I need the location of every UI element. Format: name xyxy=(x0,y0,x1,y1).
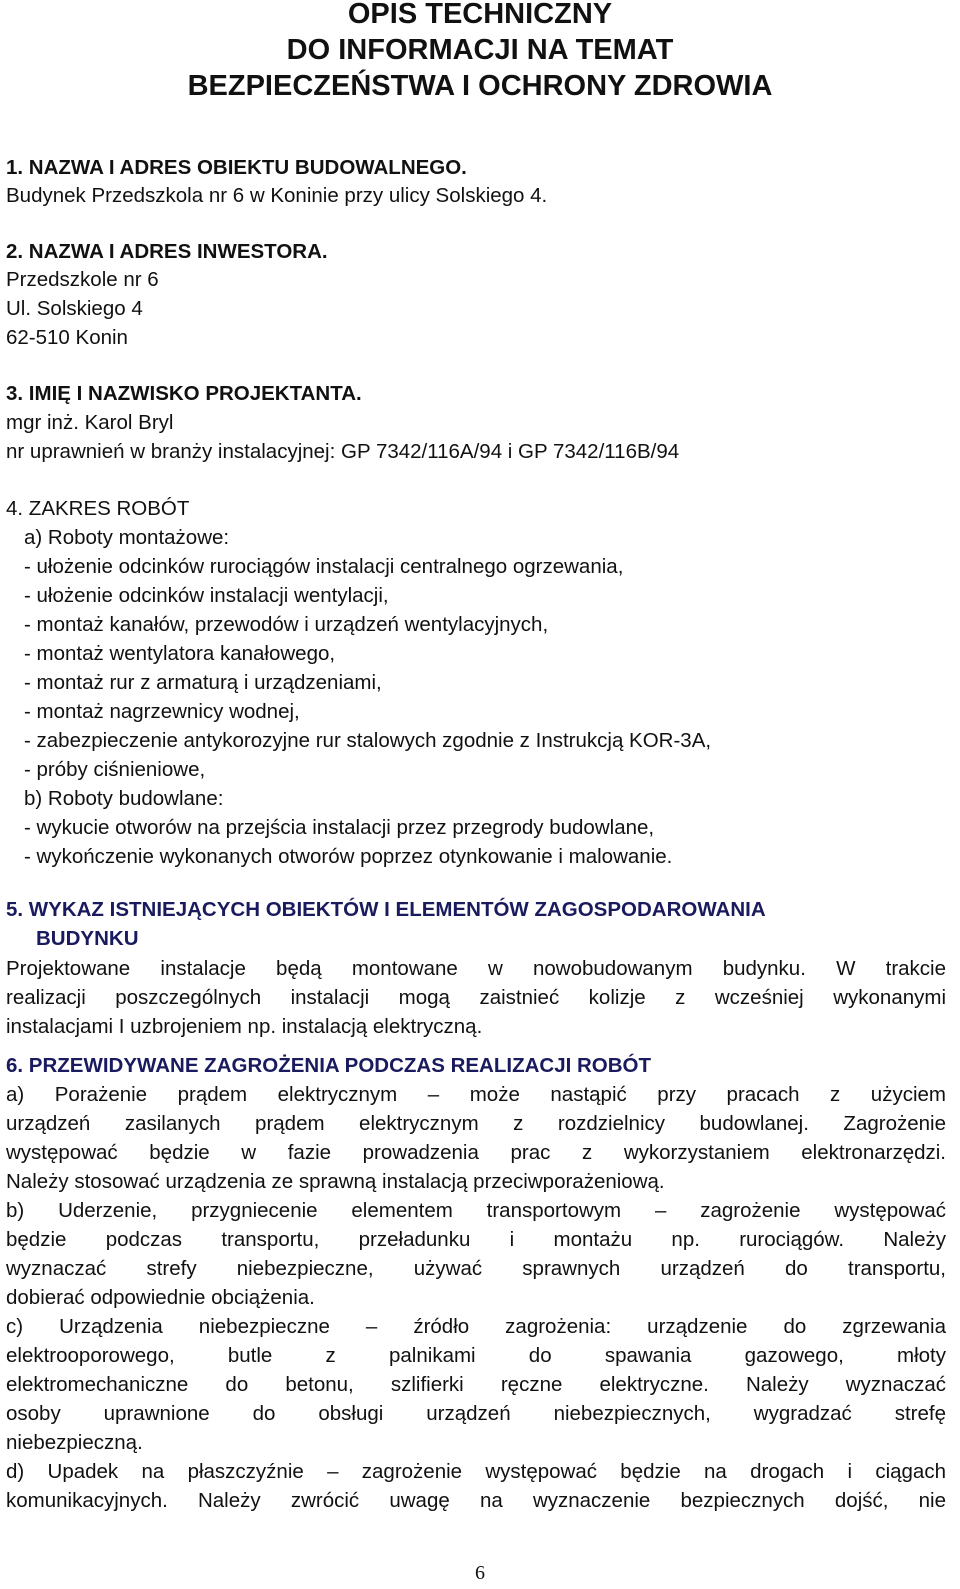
section-6-line: b) Uderzenie, przygniecenie elementem transportowym – zagrożenie występować xyxy=(6,1199,946,1222)
section-6-line: d) Upadek na płaszczyźnie – zagrożenie występować będzie na drogach i ciągach xyxy=(6,1460,946,1483)
section-4-heading: 4. ZAKRES ROBÓT xyxy=(6,497,190,520)
section-6-line: wyznaczać strefy niebezpieczne, używać sprawnych urządzeń do transportu, xyxy=(6,1257,946,1280)
section-4-line: - próby ciśnieniowe, xyxy=(24,758,206,781)
section-1-line: Budynek Przedszkola nr 6 w Koninie przy ulicy Solskiego 4. xyxy=(6,184,548,207)
section-4-line: - montaż rur z armaturą i urządzeniami, xyxy=(24,671,382,694)
section-5-heading-cont: BUDYNKU xyxy=(36,927,139,950)
section-5-line: instalacjami I uzbrojeniem np. instalacją elektryczną. xyxy=(6,1015,483,1038)
section-6-line: niebezpieczną. xyxy=(6,1431,143,1454)
section-2-line: Ul. Solskiego 4 xyxy=(6,297,143,320)
section-6-line: komunikacyjnych. Należy zwrócić uwagę na wyznaczenie bezpiecznych dojść, nie xyxy=(6,1489,946,1512)
section-6-line: będzie podczas transportu, przeładunku i montażu np. rurociągów. Należy xyxy=(6,1228,946,1251)
section-4-line: - montaż nagrzewnicy wodnej, xyxy=(24,700,300,723)
section-6-line: elektrooporowego, butle z palnikami do spawania gazowego, młoty xyxy=(6,1344,946,1367)
section-4-line: - wykończenie wykonanych otworów poprzez otynkowanie i malowanie. xyxy=(24,845,673,868)
section-6-line: Należy stosować urządzenia ze sprawną instalacją przeciwporażeniową. xyxy=(6,1170,665,1193)
section-2-line: Przedszkole nr 6 xyxy=(6,268,159,291)
section-5-line: Projektowane instalacje będą montowane w nowobudowanym budynku. W trakcie xyxy=(6,957,946,980)
section-4-line: - montaż kanałów, przewodów i urządzeń wentylacyjnych, xyxy=(24,613,549,636)
section-4-line: b) Roboty budowlane: xyxy=(24,787,224,810)
section-6-heading: 6. PRZEWIDYWANE ZAGROŻENIA PODCZAS REALIZACJI ROBÓT xyxy=(6,1054,652,1077)
section-6-line: elektromechaniczne do betonu, szlifierki ręczne elektryczne. Należy wyznaczać xyxy=(6,1373,946,1396)
section-6-line: urządzeń zasilanych prądem elektrycznym z rozdzielnicy budowlanej. Zagrożenie xyxy=(6,1112,946,1135)
section-6-line: c) Urządzenia niebezpieczne – źródło zagrożenia: urządzenie do zgrzewania xyxy=(6,1315,946,1338)
section-6-line: osoby uprawnione do obsługi urządzeń niebezpiecznych, wygradzać strefę xyxy=(6,1402,946,1425)
section-1-heading: 1. NAZWA I ADRES OBIEKTU BUDOWALNEGO. xyxy=(6,156,467,179)
section-6-line: a) Porażenie prądem elektrycznym – może nastąpić przy pracach z użyciem xyxy=(6,1083,946,1106)
section-2-heading: 2. NAZWA I ADRES INWESTORA. xyxy=(6,240,328,263)
section-3-line: nr uprawnień w branży instalacyjnej: GP 7342/116A/94 i GP 7342/116B/94 xyxy=(6,440,680,463)
section-4-line: - montaż wentylatora kanałowego, xyxy=(24,642,336,665)
section-6-line: dobierać odpowiednie obciążenia. xyxy=(6,1286,315,1309)
doc-title-line-2: DO INFORMACJI NA TEMAT xyxy=(286,34,674,66)
section-3-line: mgr inż. Karol Bryl xyxy=(6,411,174,434)
section-6-line: występować będzie w fazie prowadzenia prac z wykorzystaniem elektronarzędzi. xyxy=(6,1141,946,1164)
section-4-line: a) Roboty montażowe: xyxy=(24,526,230,549)
section-4-line: - zabezpieczenie antykorozyjne rur stalowych zgodnie z Instrukcją KOR-3A, xyxy=(24,729,712,752)
section-2-line: 62-510 Konin xyxy=(6,326,128,349)
doc-title-line-1: OPIS TECHNICZNY xyxy=(347,0,613,30)
section-4-line: - ułożenie odcinków instalacji wentylacji, xyxy=(24,584,389,607)
section-4-line: - wykucie otworów na przejścia instalacji przez przegrody budowlane, xyxy=(24,816,655,839)
doc-title-line-3: BEZPIECZEŃSTWA I OCHRONY ZDROWIA xyxy=(187,70,773,102)
section-5-heading: 5. WYKAZ ISTNIEJĄCYCH OBIEKTÓW I ELEMENTÓW ZAGOSPODAROWANIA xyxy=(6,898,766,921)
page-number: 6 xyxy=(475,1562,485,1584)
section-5-line: realizacji poszczególnych instalacji mogą zaistnieć kolizje z wcześniej wykonanymi xyxy=(6,986,946,1009)
section-4-line: - ułożenie odcinków rurociągów instalacji centralnego ogrzewania, xyxy=(24,555,624,578)
section-3-heading: 3. IMIĘ I NAZWISKO PROJEKTANTA. xyxy=(6,382,362,405)
